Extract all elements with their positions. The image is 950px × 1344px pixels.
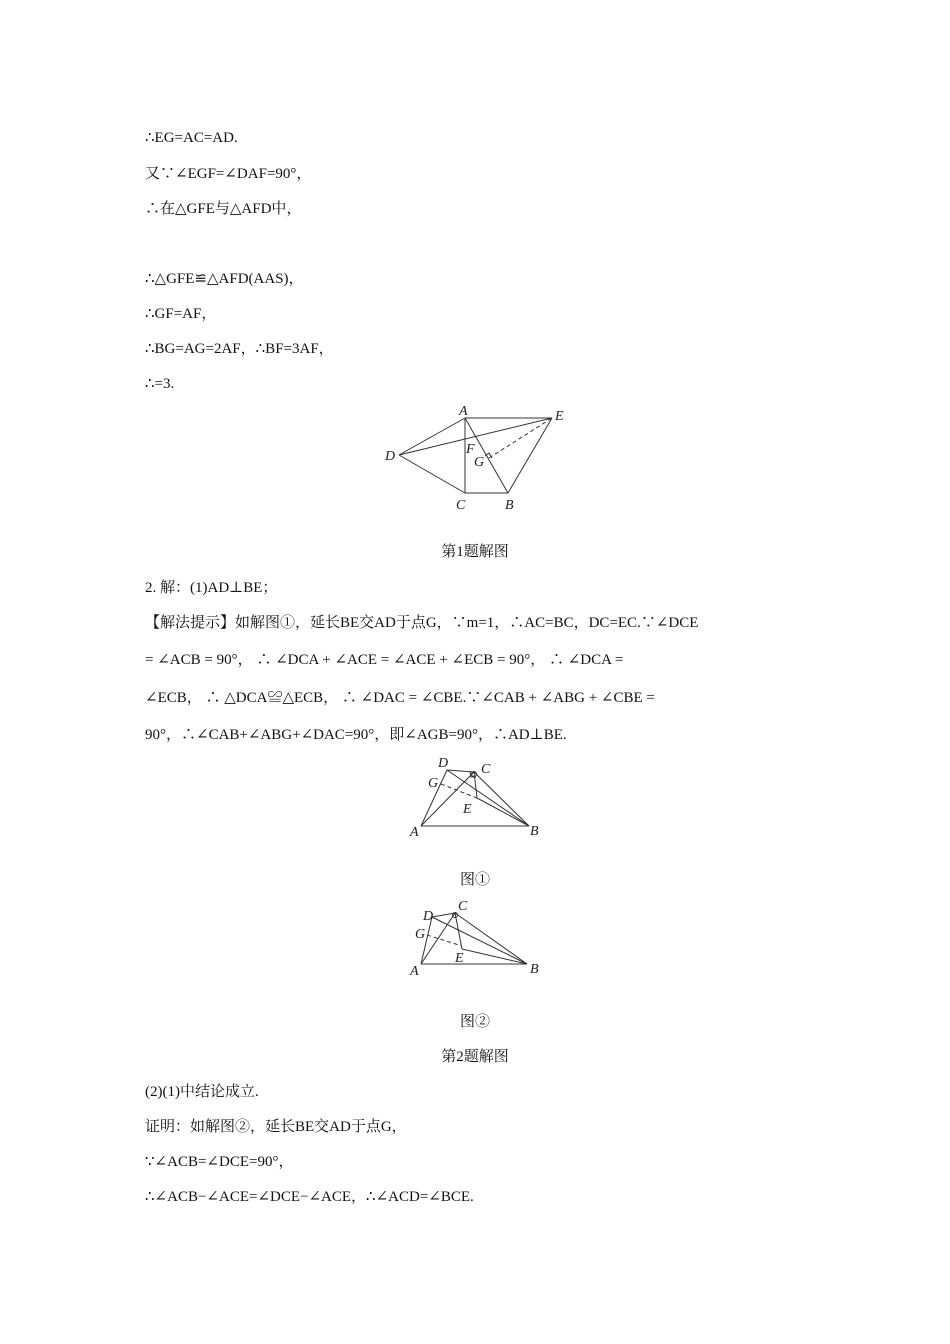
- proof2-line-4: ∴∠ACB−∠ACE=∠DCE−∠ACE，∴∠ACD=∠BCE.: [145, 1189, 474, 1205]
- fig2-label-d: D: [423, 909, 434, 924]
- fig2-label-b: B: [530, 962, 539, 977]
- problem-2-heading: 2. 解：(1)AD⊥BE；: [145, 580, 278, 596]
- fig2-label-g: G: [415, 927, 426, 942]
- fig1-label-d: D: [438, 756, 449, 771]
- point-label-d: D: [385, 449, 396, 464]
- fig1-label-e: E: [463, 802, 472, 817]
- fig1-label-b: B: [530, 824, 539, 839]
- fig2-label-e: E: [455, 951, 464, 966]
- hint-line-2: = ∠ACB = 90°， ∴ ∠DCA + ∠ACE = ∠ACE + ∠ECB = 90°， ∴ ∠DCA =: [145, 652, 624, 668]
- fig2-label-c: C: [458, 899, 468, 914]
- point-label-c: C: [456, 498, 466, 513]
- figure-caption-fig2: 图②: [459, 1014, 490, 1030]
- figure-caption-1: 第1题解图: [441, 544, 509, 560]
- proof-line-5: ∴GF=AF，: [145, 306, 217, 322]
- proof-line-1: ∴EG=AC=AD.: [145, 130, 238, 146]
- point-label-g: G: [474, 455, 485, 470]
- point-label-b: B: [505, 498, 514, 513]
- proof-line-4: ∴△GFE≌△AFD(AAS)，: [145, 271, 304, 287]
- fig1-label-g: G: [428, 776, 439, 791]
- hint-line-4: 90°，∴∠CAB+∠ABG+∠DAC=90°，即∠AGB=90°，∴AD⊥BE.: [145, 727, 567, 743]
- proof2-line-1: (2)(1)中结论成立.: [145, 1084, 259, 1100]
- figure-caption-fig1: 图①: [459, 872, 490, 888]
- fig2-label-a: A: [410, 964, 419, 979]
- fig1-label-a: A: [410, 825, 419, 840]
- proof-line-6: ∴BG=AG=2AF，∴BF=3AF，: [145, 341, 334, 357]
- figure-caption-2: 第2题解图: [441, 1049, 509, 1065]
- point-label-e: E: [555, 409, 564, 424]
- proof-line-2: 又∵∠EGF=∠DAF=90°，: [145, 166, 312, 182]
- hint-line-3: ∠ECB， ∴ △DCA≌△ECB， ∴ ∠DAC = ∠CBE.∵∠CAB + ∠ABG + ∠CBE =: [145, 690, 655, 706]
- proof-line-7: ∴=3.: [145, 376, 175, 392]
- fig1-label-c: C: [481, 762, 491, 777]
- hint-line-1: 【解法提示】如解图①，延长BE交AD于点G，∵m=1，∴AC=BC，DC=EC.∵∠DCE: [145, 615, 699, 631]
- proof-line-3: ∴在△GFE与△AFD中，: [145, 201, 302, 217]
- point-label-a: A: [459, 404, 468, 419]
- point-label-f: F: [466, 442, 475, 457]
- proof2-line-2: 证明：如解图②，延长BE交AD于点G，: [145, 1119, 407, 1135]
- proof2-line-3: ∵∠ACB=∠DCE=90°，: [145, 1154, 294, 1170]
